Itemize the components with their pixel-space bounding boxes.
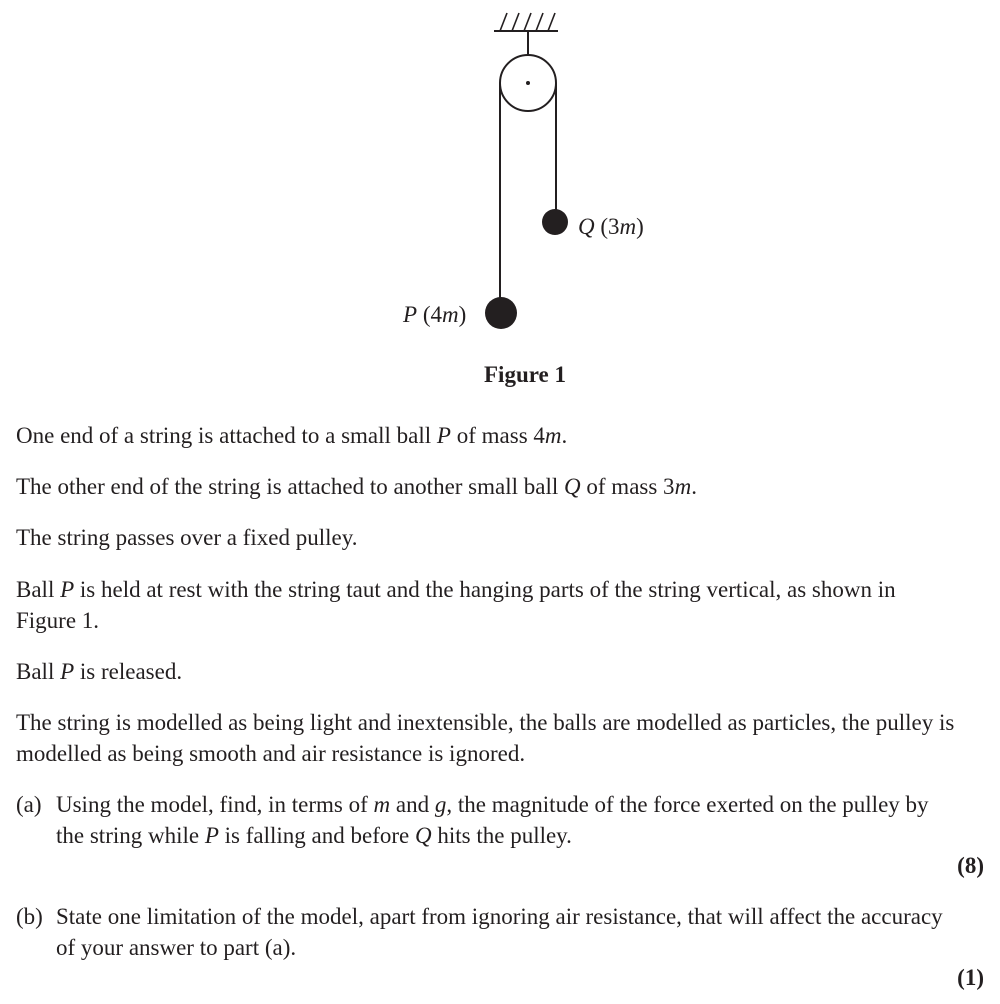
- paragraph-ball-q: The other end of the string is attached to another small ball Q of mass 3m.: [16, 474, 697, 499]
- ceiling-hatch: [512, 13, 519, 31]
- part-b-label: (b): [16, 904, 43, 929]
- part-b-text: State one limitation of the model, apart from ignoring air resistance, that will affect the accuracy of your answer to part (a).: [56, 904, 943, 960]
- ceiling-hatch: [500, 13, 507, 31]
- question-part-a: [16, 789, 956, 851]
- pulley-figure: [0, 0, 1000, 400]
- ceiling-hatch: [548, 13, 555, 31]
- part-a-text: Using the model, find, in terms of m and g, the magnitude of the force exerted on the pulley by the string while P is falling and before Q hits the pulley.: [56, 792, 929, 848]
- part-b-marks: (1): [957, 965, 984, 990]
- ceiling-hatch: [536, 13, 543, 31]
- question-part-b: [16, 901, 956, 963]
- part-a-label: (a): [16, 792, 42, 817]
- figure-caption: Figure 1: [484, 362, 566, 387]
- pulley-axle: [526, 81, 530, 85]
- paragraph-pulley: The string passes over a fixed pulley.: [16, 525, 358, 550]
- paragraph-held-at-rest: Ball P is held at rest with the string taut and the hanging parts of the string vertical, as shown in Figure 1.: [16, 577, 896, 633]
- ball-q-label: Q (3m): [578, 214, 644, 239]
- paragraph-model-assumptions: The string is modelled as being light and inextensible, the balls are modelled as particles, the pulley is modelled as being smooth and air resistance is ignored.: [16, 710, 955, 766]
- part-a-marks: (8): [957, 853, 984, 878]
- paragraph-ball-p: One end of a string is attached to a small ball P of mass 4m.: [16, 423, 568, 448]
- paragraph-released: Ball P is released.: [16, 659, 183, 684]
- ceiling-hatch: [524, 13, 531, 31]
- ball-p: [485, 297, 517, 329]
- ball-q: [542, 209, 568, 235]
- ball-p-label: P (4m): [403, 302, 467, 327]
